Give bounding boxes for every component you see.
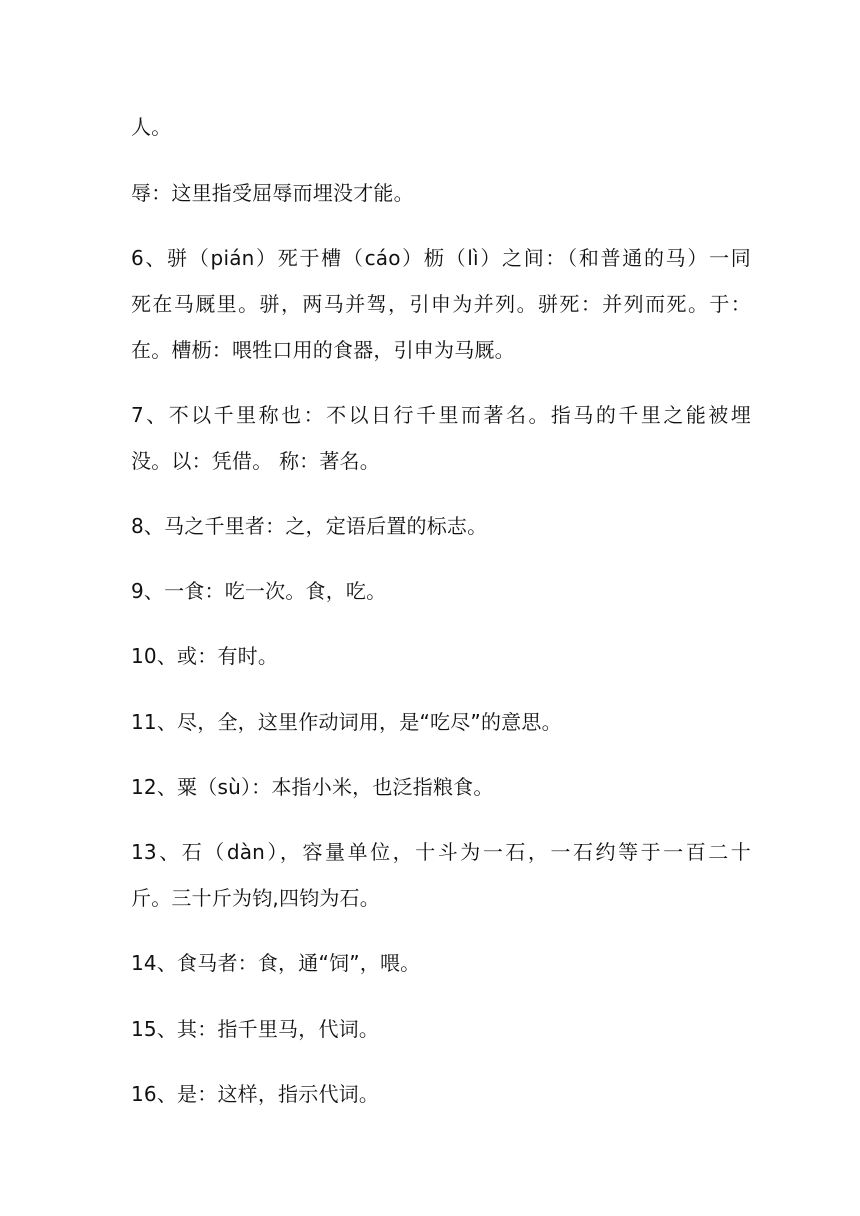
text-line-10: 10、或：有时。	[131, 644, 279, 668]
text-line-12: 12、粟（sù）：本指小米，也泛指粮食。	[131, 775, 494, 799]
text-line-4: 死在马厩里。骈，两马并驾，引申为并列。骈死：并列而死。于：	[131, 292, 751, 316]
text-line-5: 在。槽枥：喂牲口用的食器，引申为马厩。	[131, 338, 515, 362]
text-line-11: 11、尽，全，这里作动词用，是“吃尽”的意思。	[131, 710, 562, 734]
text-line-9: 9、一食：吃一次。食，吃。	[131, 579, 387, 603]
text-line-6: 7、不以千里称也：不以日行千里而著名。指马的千里之能被埋	[131, 403, 751, 427]
text-line-17: 16、是：这样，指示代词。	[131, 1082, 380, 1106]
text-line-13: 13、石（dàn），容量单位，十斗为一石，一石约等于一百二十	[131, 840, 751, 864]
text-line-7: 没。以：凭借。 称：著名。	[131, 449, 380, 473]
text-line-16: 15、其：指千里马，代词。	[131, 1017, 380, 1041]
text-line-1: 人。	[131, 115, 172, 139]
text-line-2: 辱：这里指受屈辱而埋没才能。	[131, 181, 414, 205]
text-line-3: 6、骈（pián）死于槽（cáo）枥（lì）之间：（和普通的马）一同	[131, 246, 751, 270]
text-line-15: 14、食马者：食，通“饲”，喂。	[131, 951, 421, 975]
text-line-8: 8、马之千里者：之，定语后置的标志。	[131, 514, 488, 538]
text-line-14: 斤。三十斤为钧,四钧为石。	[131, 886, 380, 910]
